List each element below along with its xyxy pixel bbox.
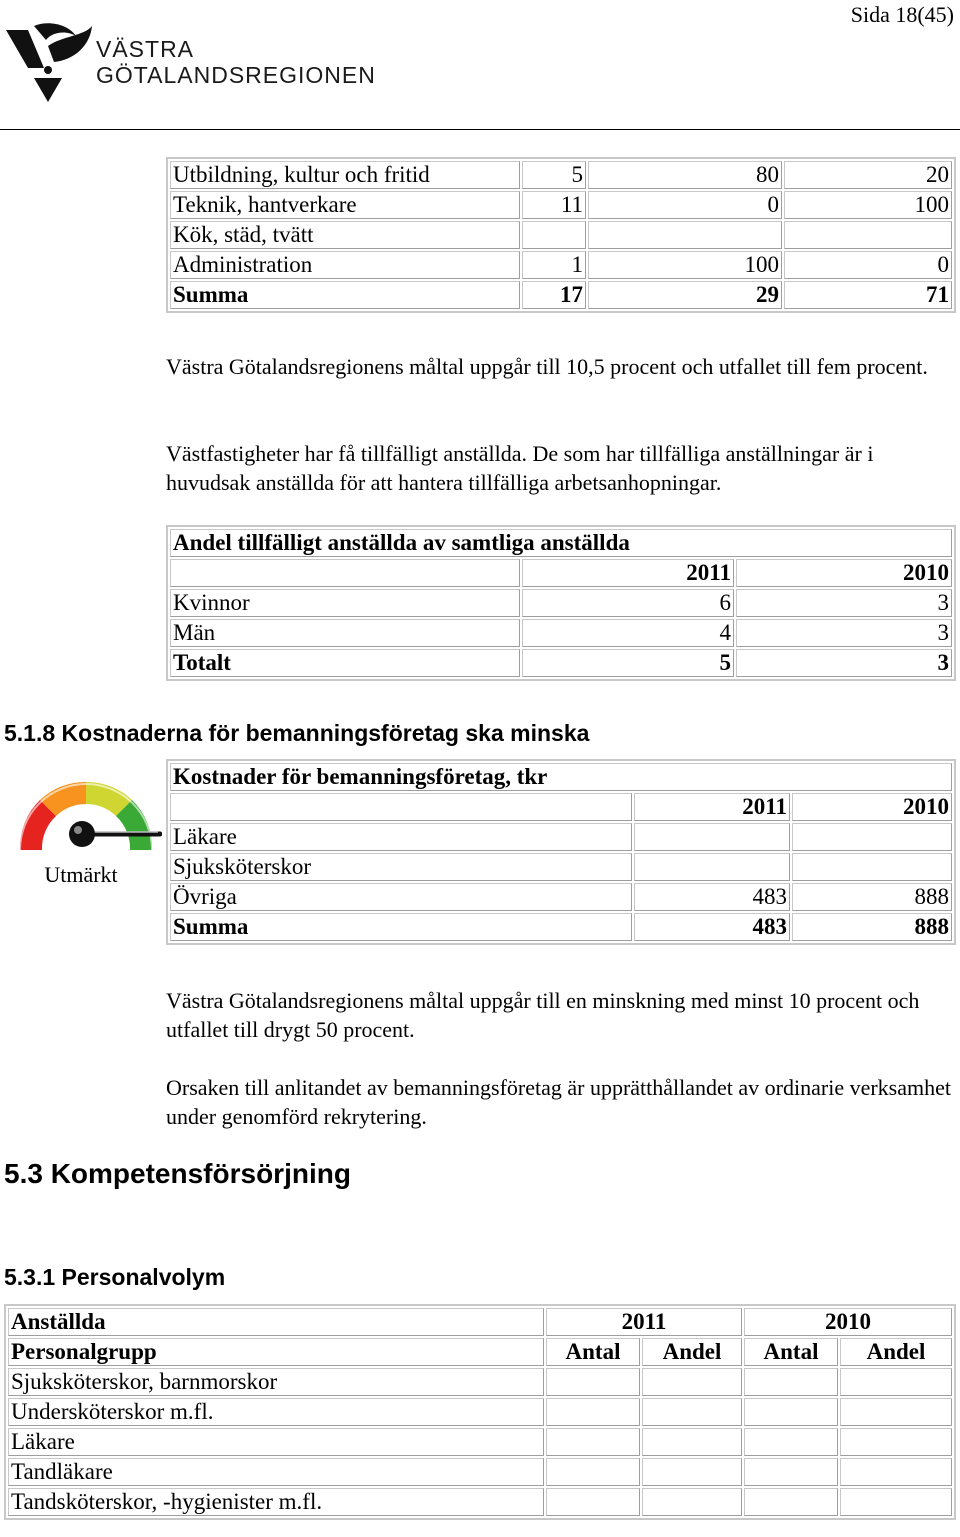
table-header-cell: Antal — [546, 1338, 640, 1366]
table-cell: Undersköterskor m.fl. — [8, 1398, 544, 1426]
table-cell — [642, 1458, 742, 1486]
table-row — [8, 1398, 952, 1426]
table-row — [170, 161, 952, 189]
table-header-cell: 2010 — [792, 793, 952, 821]
table-cell: 71 — [784, 281, 952, 309]
table-header-cell: Andel — [840, 1338, 952, 1366]
table-cell: 17 — [522, 281, 586, 309]
table-cell — [744, 1428, 838, 1456]
table-header-cell: 2011 — [546, 1308, 742, 1336]
region-logo — [4, 22, 384, 106]
table-cell — [840, 1488, 952, 1516]
table-cell: 0 — [784, 251, 952, 279]
table-cell — [840, 1428, 952, 1456]
table-cell — [840, 1398, 952, 1426]
table-header-cell — [170, 793, 632, 821]
table-cell — [546, 1398, 640, 1426]
table-title-row — [170, 529, 952, 557]
table-cell — [546, 1368, 640, 1396]
table-cell — [642, 1398, 742, 1426]
paragraph-vastfastigheter: Västfastigheter har få tillfälligt anställda. De som har tillfälliga anställningar är i huvudsak anställda för att hantera tillfälliga arbetsanhopningar. — [166, 441, 874, 495]
table-header-row — [8, 1338, 952, 1366]
table-cell: Sjuksköterskor — [170, 853, 632, 881]
table-row-total — [170, 281, 952, 309]
table-row — [170, 853, 952, 881]
table-row — [8, 1488, 952, 1516]
table-cell: 3 — [736, 589, 952, 617]
table-header-row — [8, 1308, 952, 1336]
table-cell: Sjuksköterskor, barnmorskor — [8, 1368, 544, 1396]
gauge-label: Utmärkt — [44, 862, 118, 887]
table-cell: Läkare — [170, 823, 632, 851]
table-cell: Övriga — [170, 883, 632, 911]
table-cell: 5 — [522, 161, 586, 189]
table-header-cell: Personalgrupp — [8, 1338, 544, 1366]
table-row — [170, 883, 952, 911]
table-title: Andel tillfälligt anställda av samtliga anställda — [170, 529, 952, 557]
section-heading-5-1-8: 5.1.8 Kostnaderna för bemanningsföretag ska minska — [4, 720, 590, 746]
table-staffing-costs — [166, 759, 956, 945]
table-cell — [634, 853, 790, 881]
table-header-cell: 2011 — [634, 793, 790, 821]
table-row — [170, 251, 952, 279]
table-cell: Administration — [170, 251, 520, 279]
table-cell — [642, 1428, 742, 1456]
table-cell — [744, 1398, 838, 1426]
page-number: Sida 18(45) — [850, 2, 954, 27]
table-header-cell: Antal — [744, 1338, 838, 1366]
table-cell: Tandläkare — [8, 1458, 544, 1486]
table-cell — [642, 1488, 742, 1516]
table-cell — [522, 221, 586, 249]
table-row — [170, 221, 952, 249]
table-cell: 5 — [522, 649, 734, 677]
table-cell: 483 — [634, 913, 790, 941]
header-divider — [0, 129, 960, 130]
table-cell: 888 — [792, 913, 952, 941]
gauge-icon — [10, 764, 162, 864]
table-cell — [634, 823, 790, 851]
table-row — [8, 1368, 952, 1396]
table-cell: Läkare — [8, 1428, 544, 1456]
table-cell: 3 — [736, 649, 952, 677]
table-cell — [792, 853, 952, 881]
table-cell: 29 — [588, 281, 782, 309]
table-header-cell: 2010 — [744, 1308, 952, 1336]
table-cell — [546, 1458, 640, 1486]
table-header-cell — [170, 559, 520, 587]
table-row — [8, 1428, 952, 1456]
table-cell — [840, 1458, 952, 1486]
table-temporary-employees — [166, 525, 956, 681]
table-cell: 11 — [522, 191, 586, 219]
table-cell — [784, 221, 952, 249]
table-header-cell: Andel — [642, 1338, 742, 1366]
table-cell — [840, 1368, 952, 1396]
table-cell: 3 — [736, 619, 952, 647]
table-row — [170, 619, 952, 647]
table-cell: Kök, städ, tvätt — [170, 221, 520, 249]
table-cell: 20 — [784, 161, 952, 189]
table-cell: Män — [170, 619, 520, 647]
table-header-cell: Anställda — [8, 1308, 544, 1336]
table-cell — [546, 1488, 640, 1516]
logo-text-line2: GÖTALANDSREGIONEN — [96, 62, 376, 88]
table-cell: 483 — [634, 883, 790, 911]
table-title: Kostnader för bemanningsföretag, tkr — [170, 763, 952, 791]
table-cell — [792, 823, 952, 851]
table-cell: 1 — [522, 251, 586, 279]
paragraph-target-staffing: Västra Götalandsregionens måltal uppgår till en minskning med minst 10 procent och utfallet till drygt 50 procent. — [166, 988, 920, 1042]
table-cell: Utbildning, kultur och fritid — [170, 161, 520, 189]
table-cell: 4 — [522, 619, 734, 647]
table-header-row — [170, 793, 952, 821]
table-cell: 100 — [784, 191, 952, 219]
table-cell: 6 — [522, 589, 734, 617]
table-cell: 888 — [792, 883, 952, 911]
table-cell: Kvinnor — [170, 589, 520, 617]
paragraph-staffing-reason: Orsaken till anlitandet av bemanningsföretag är upprätthållandet av ordinarie verksamhet under genomförd rekrytering. — [166, 1075, 951, 1129]
table-row-total — [170, 913, 952, 941]
table-cell: Teknik, hantverkare — [170, 191, 520, 219]
table-row — [170, 589, 952, 617]
table-row — [8, 1458, 952, 1486]
table-cell: Summa — [170, 281, 520, 309]
table-cell: Tandsköterskor, -hygienister m.fl. — [8, 1488, 544, 1516]
table-row — [170, 823, 952, 851]
table-row-total — [170, 649, 952, 677]
logo-mark-icon — [4, 22, 94, 106]
table-cell — [546, 1428, 640, 1456]
table-cell: 80 — [588, 161, 782, 189]
table-cell — [744, 1458, 838, 1486]
logo-text-line1: VÄSTRA — [96, 36, 195, 62]
table-cell: Totalt — [170, 649, 520, 677]
table-cell — [744, 1368, 838, 1396]
table-personnel-volume — [4, 1304, 956, 1520]
section-heading-5-3-1: 5.3.1 Personalvolym — [4, 1264, 226, 1290]
table-title-row — [170, 763, 952, 791]
table-header-cell: 2011 — [522, 559, 734, 587]
table-cell — [642, 1368, 742, 1396]
section-heading-5-3: 5.3 Kompetensförsörjning — [4, 1158, 351, 1189]
table-occupation-shares — [166, 157, 956, 313]
table-cell: 0 — [588, 191, 782, 219]
table-row — [170, 191, 952, 219]
table-header-row — [170, 559, 952, 587]
table-header-cell: 2010 — [736, 559, 952, 587]
table-cell — [588, 221, 782, 249]
table-cell: Summa — [170, 913, 632, 941]
paragraph-target-temp: Västra Götalandsregionens måltal uppgår till 10,5 procent och utfallet till fem procent. — [166, 354, 928, 379]
table-cell: 100 — [588, 251, 782, 279]
table-cell — [744, 1488, 838, 1516]
